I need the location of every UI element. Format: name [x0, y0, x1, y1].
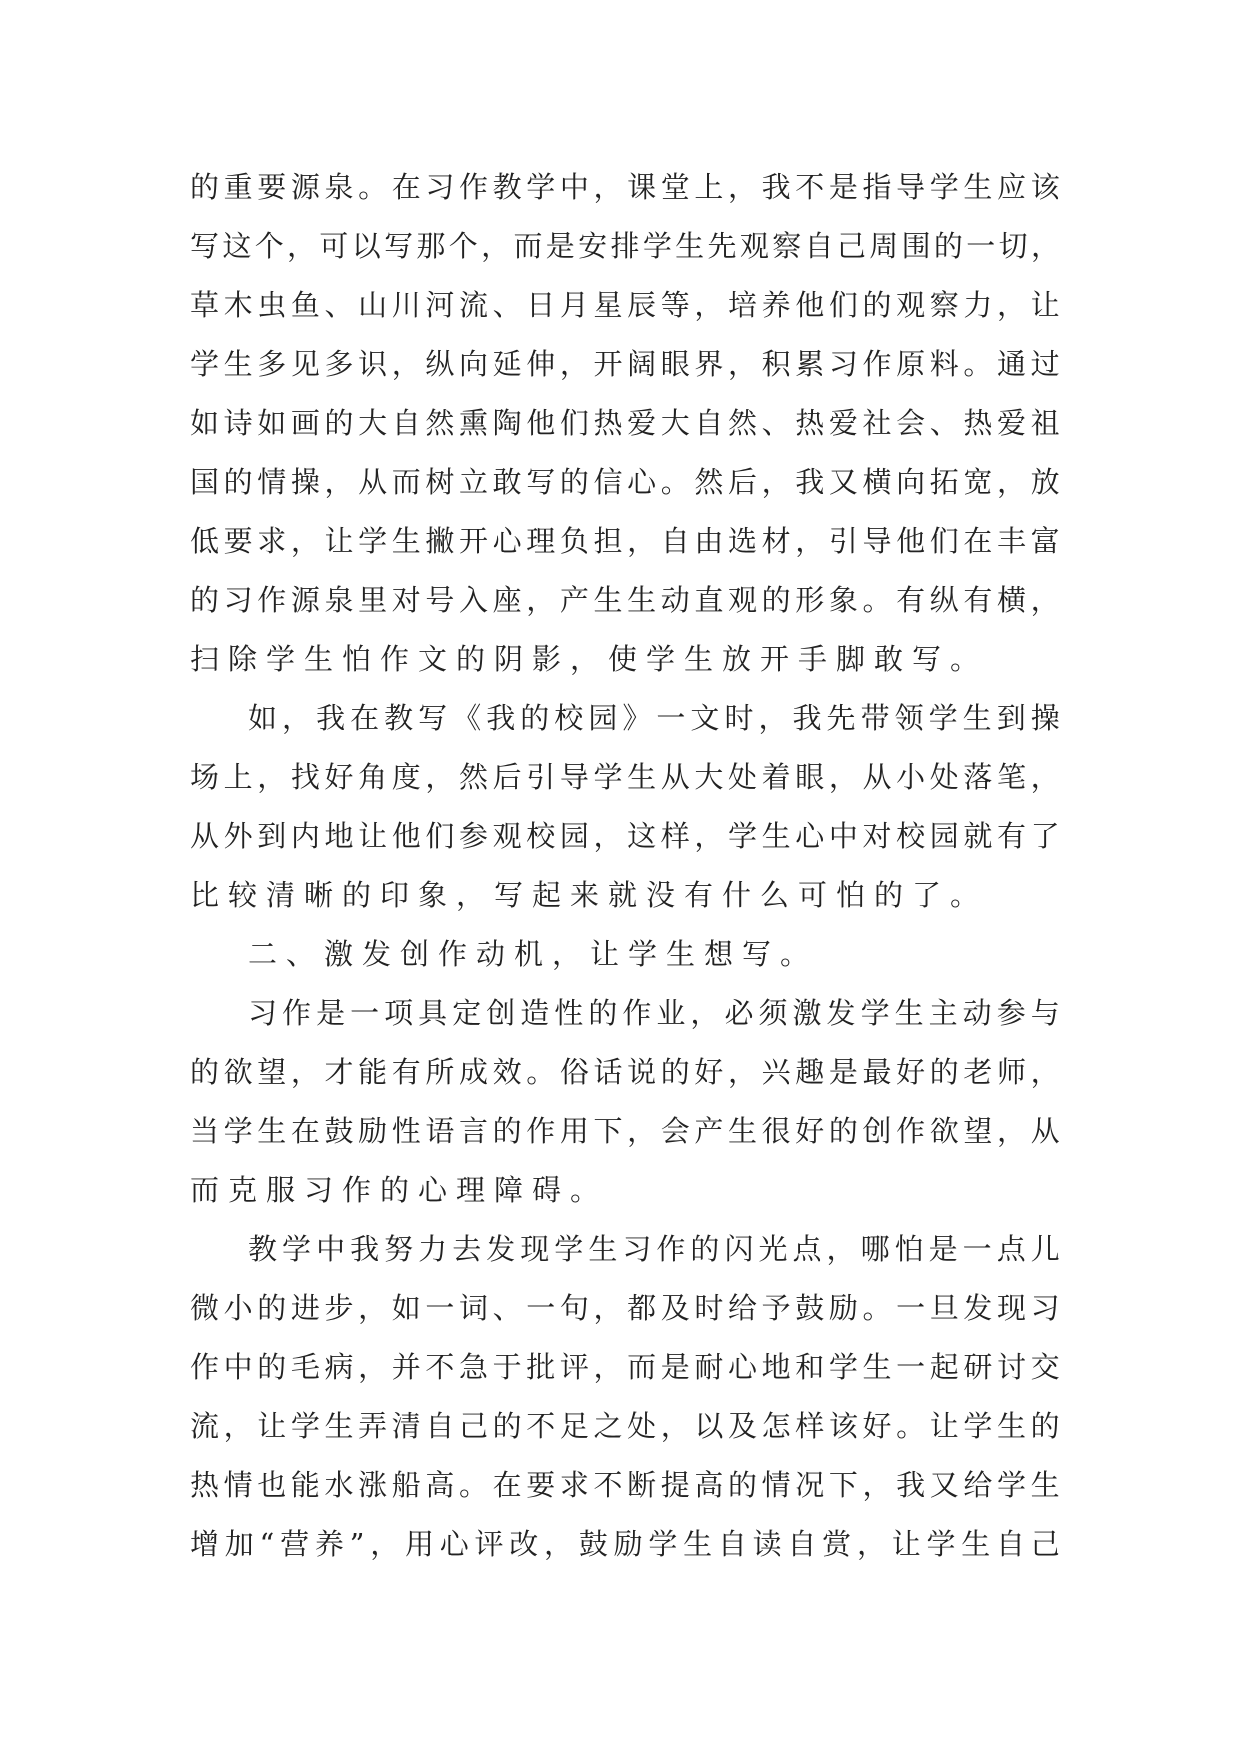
text-line: 的 习 作 源 泉 里 对 号 入 座 ， 产 生 生 动 直 观 的 形 象 。 有 纵 有 横 ，	[190, 583, 1060, 617]
text-line: 微 小 的 进 步 ， 如 一 词 、 一 句 ， 都 及 时 给 予 鼓 励 。 一 旦 发 现 习	[190, 1291, 1060, 1325]
text-line: 比较清晰的印象，写起来就没有什么可怕的了。	[190, 878, 989, 912]
text-line: 当 学 生 在 鼓 励 性 语 言 的 作 用 下 ， 会 产 生 很 好 的 创 作 欲 望 ， 从	[190, 1114, 1060, 1148]
document-body	[190, 158, 1060, 1574]
paragraph-first-line: 教 学 中 我 努 力 去 发 现 学 生 习 作 的 闪 光 点 ， 哪 怕 是 一 点 儿	[248, 1232, 1060, 1266]
text-line: 写 这 个 ， 可 以 写 那 个 ， 而 是 安 排 学 生 先 观 察 自 己 周 围 的 一 切 ，	[190, 229, 1060, 263]
text-line: 的 重 要 源 泉 。 在 习 作 教 学 中 ， 课 堂 上 ， 我 不 是 指 导 学 生 应 该	[190, 170, 1060, 204]
paragraph-first-line: 如 ， 我 在 教 写 《 我 的 校 园 》 一 文 时 ， 我 先 带 领 学 生 到 操	[248, 701, 1060, 735]
text-line: 国 的 情 操 ， 从 而 树 立 敢 写 的 信 心 。 然 后 ， 我 又 横 向 拓 宽 ， 放	[190, 465, 1060, 499]
paragraph-first-line: 习 作 是 一 项 具 定 创 造 性 的 作 业 ， 必 须 激 发 学 生 主 动 参 与	[248, 996, 1060, 1030]
text-line: 场 上 ， 找 好 角 度 ， 然 后 引 导 学 生 从 大 处 着 眼 ， 从 小 处 落 笔 ，	[190, 760, 1060, 794]
text-line: 作 中 的 毛 病 ， 并 不 急 于 批 评 ， 而 是 耐 心 地 和 学 生 一 起 研 讨 交	[190, 1350, 1060, 1384]
text-line: 低 要 求 ， 让 学 生 撇 开 心 理 负 担 ， 自 由 选 材 ， 引 导 他 们 在 丰 富	[190, 524, 1060, 558]
text-line: 如 诗 如 画 的 大 自 然 熏 陶 他 们 热 爱 大 自 然 、 热 爱 社 会 、 热 爱 祖	[190, 406, 1060, 440]
section-heading: 二、激发创作动机，让学生想写。	[248, 937, 819, 971]
text-line: 从 外 到 内 地 让 他 们 参 观 校 园 ， 这 样 ， 学 生 心 中 对 校 园 就 有 了	[190, 819, 1060, 853]
text-line: 流 ， 让 学 生 弄 清 自 己 的 不 足 之 处 ， 以 及 怎 样 该 好 。 让 学 生 的	[190, 1409, 1060, 1443]
text-line: 热 情 也 能 水 涨 船 高 。 在 要 求 不 断 提 高 的 情 况 下 ， 我 又 给 学 生	[190, 1468, 1060, 1502]
text-line: 的 欲 望 ， 才 能 有 所 成 效 。 俗 话 说 的 好 ， 兴 趣 是 最 好 的 老 师 ，	[190, 1055, 1060, 1089]
text-line: 草 木 虫 鱼 、 山 川 河 流 、 日 月 星 辰 等 ， 培 养 他 们 的 观 察 力 ， 让	[190, 288, 1060, 322]
text-line: 扫除学生怕作文的阴影，使学生放开手脚敢写。	[190, 642, 989, 676]
text-line: 学 生 多 见 多 识 ， 纵 向 延 伸 ， 开 阔 眼 界 ， 积 累 习 作 原 料 。 通 过	[190, 347, 1060, 381]
text-line: 而克服习作的心理障碍。	[190, 1173, 609, 1207]
text-line: 增 加 “ 营 养 ” ， 用 心 评 改 ， 鼓 励 学 生 自 读 自 赏 ， 让 学 生 自 己	[190, 1527, 1060, 1561]
